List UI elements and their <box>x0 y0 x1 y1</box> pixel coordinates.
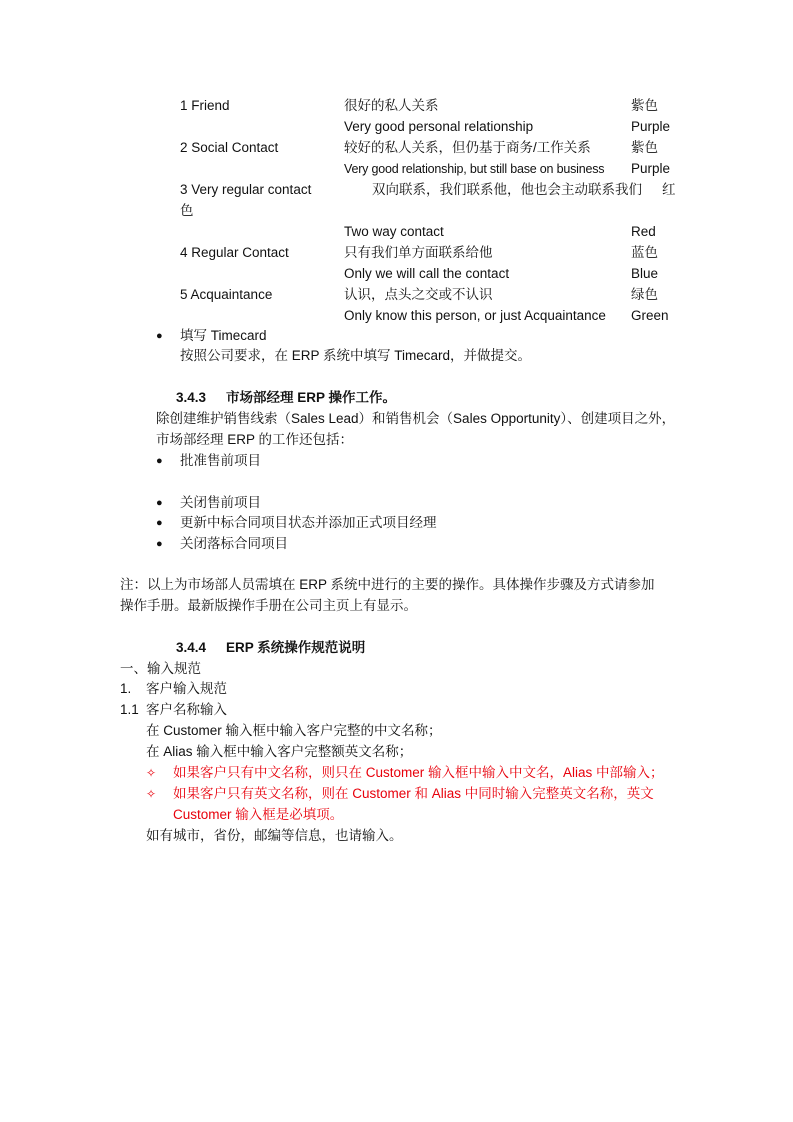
row5-en: Only know this person, or just Acquaintance <box>344 308 606 323</box>
row1-cn: 很好的私人关系 <box>344 98 439 113</box>
bullet-icon: ● <box>156 538 163 550</box>
timecard-bullet: 填写 Timecard <box>180 328 267 343</box>
section-344-title: ERP 系统操作规范说明 <box>226 640 366 655</box>
para-customer-field: 在 Customer 输入框中输入客户完整的中文名称； <box>146 723 442 738</box>
heading-customer-num: 1. <box>120 681 132 696</box>
row2-cn: 较好的私人关系，但仍基于商务/工作关系 <box>344 140 591 155</box>
diamond-icon: ✧ <box>146 766 157 780</box>
row2-en: Very good relationship, but still base on business <box>344 162 605 176</box>
row1-color-en: Purple <box>631 119 671 134</box>
row2-level: 2 Social Contact <box>180 140 279 155</box>
row4-en: Only we will call the contact <box>344 266 510 281</box>
row3-color-cn: 红 <box>662 182 676 197</box>
note-line-2: 操作手册。最新版操作手册在公司主页上有显示。 <box>120 598 417 613</box>
row5-color-en: Green <box>631 308 669 323</box>
timecard-text: 按照公司要求，在 ERP 系统中填写 Timecard，并做提交。 <box>180 348 532 363</box>
row2-color-cn: 紫色 <box>631 140 658 155</box>
list-item-update-contract: 更新中标合同项目状态并添加正式项目经理 <box>180 515 437 530</box>
section-343-intro-1: 除创建维护销售线索（Sales Lead）和销售机会（Sales Opportunity）、创建项目之外， <box>156 411 676 426</box>
bullet-icon: ● <box>156 497 163 509</box>
list-item-approve-presales: 批准售前项目 <box>180 453 261 468</box>
row1-color-cn: 紫色 <box>631 98 658 113</box>
section-343-number: 3.4.3 <box>176 390 207 405</box>
heading-customer-name-num: 1.1 <box>120 702 139 717</box>
row5-cn: 认识，点头之交或不认识 <box>344 287 493 302</box>
row4-color-en: Blue <box>631 266 659 281</box>
row3-level-wrap: 色 <box>180 203 194 218</box>
heading-customer-name: 客户名称输入 <box>146 702 227 717</box>
row1-en: Very good personal relationship <box>344 119 534 134</box>
section-343-intro-2: 市场部经理 ERP 的工作还包括： <box>156 432 354 447</box>
note-line-1: 注：以上为市场部人员需填在 ERP 系统中进行的主要的操作。具体操作步骤及方式请参加 <box>120 577 655 592</box>
row5-level: 5 Acquaintance <box>180 287 273 302</box>
row4-color-cn: 蓝色 <box>631 245 658 260</box>
row3-en: Two way contact <box>344 224 444 239</box>
bullet-icon: ● <box>156 330 163 342</box>
row2-color-en: Purple <box>631 161 671 176</box>
row3-level: 3 Very regular contact <box>180 182 312 197</box>
para-alias-field: 在 Alias 输入框中输入客户完整额英文名称； <box>146 744 413 759</box>
rule-english-only-2: Customer 输入框是必填项。 <box>173 807 344 822</box>
heading-input-spec: 一、输入规范 <box>120 661 201 676</box>
rule-chinese-only: 如果客户只有中文名称，则只在 Customer 输入框中输入中文名，Alias 中部输入； <box>173 765 664 780</box>
bullet-icon: ● <box>156 455 163 467</box>
diamond-icon: ✧ <box>146 787 157 801</box>
section-344-number: 3.4.4 <box>176 640 207 655</box>
rule-english-only-1: 如果客户只有英文名称，则在 Customer 和 Alias 中同时输入完整英文名称，英文 <box>173 786 654 801</box>
list-item-close-lost: 关闭落标合同项目 <box>180 536 288 551</box>
bullet-icon: ● <box>156 517 163 529</box>
row5-color-cn: 绿色 <box>631 287 658 302</box>
row3-cn: 双向联系，我们联系他，他也会主动联系我们 <box>372 182 642 197</box>
row3-color-en: Red <box>631 224 656 239</box>
row4-level: 4 Regular Contact <box>180 245 289 260</box>
section-343-title: 市场部经理 ERP 操作工作。 <box>226 390 397 405</box>
heading-customer: 客户输入规范 <box>146 681 227 696</box>
row4-cn: 只有我们单方面联系给他 <box>344 245 493 260</box>
row1-level: 1 Friend <box>180 98 230 113</box>
para-other-info: 如有城市，省份，邮编等信息，也请输入。 <box>146 828 403 843</box>
list-item-close-presales: 关闭售前项目 <box>180 495 261 510</box>
